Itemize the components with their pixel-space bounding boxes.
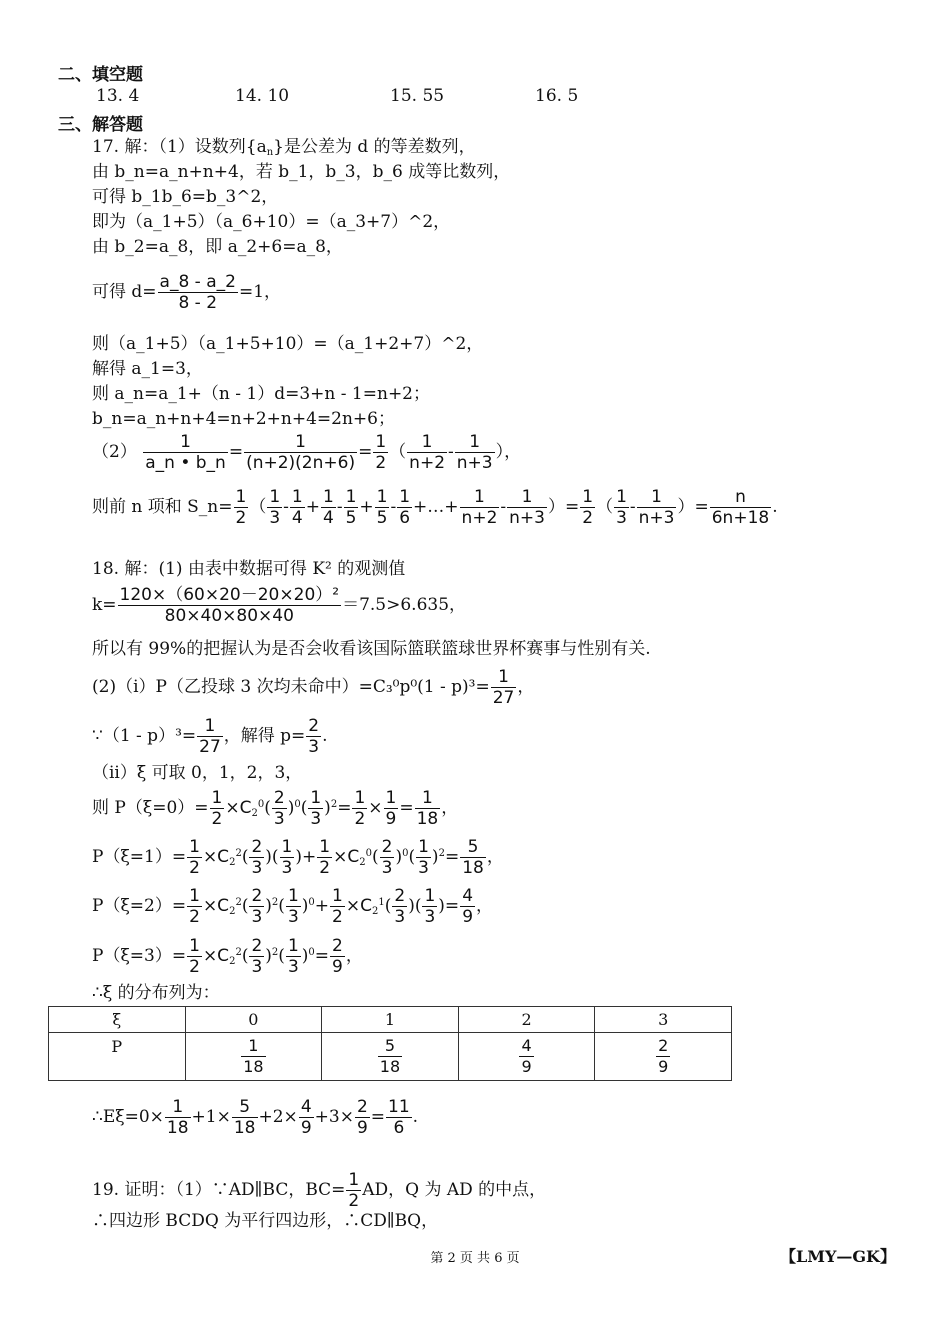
table-row-label: P	[49, 1033, 186, 1081]
q17-line-4: 即为（a_1+5）（a_6+10）=（a_3+7）^2，	[92, 212, 451, 232]
q18-p1: P（ξ=1）= $\frac{1}{2}$ $\times C_2^2$( $\frac{2}{3}$ )( $\frac{1}{3}$ )+ $\frac{1}{2}$ $\times C_2^0$( $\frac{2}{3}$ )$^0$( $\frac{1}{3}$ )$^2$= $\frac{5}{18}$ ，	[92, 837, 504, 878]
table-header-cell: 2	[458, 1007, 595, 1033]
q18-p3: P（ξ=3）= $\frac{1}{2}$ $\times C_2^2$( $\frac{2}{3}$ )$^2$( $\frac{1}{3}$ )$^0$= $\frac{2}{9}$ ，	[92, 936, 363, 977]
q18-p2: P（ξ=2）= $\frac{1}{2}$ $\times C_2^2$( $\frac{2}{3}$ )$^2$( $\frac{1}{3}$ )$^0$+ $\frac{1}{2}$ $\times C_2^1$( $\frac{2}{3}$ )( $\frac{1}{3}$ )= $\frac{4}{9}$ ，	[92, 886, 494, 927]
q17-line-7: 则（a_1+5）（a_1+5+10）=（a_1+2+7）^2，	[92, 334, 484, 354]
q18-expectation: ∴Eξ=0× $\frac{1}{18}$ +1× $\frac{5}{18}$ +2× $\frac{4}{9}$ +3× $\frac{2}{9}$ = $\frac{11}{6}$ .	[92, 1097, 419, 1138]
table-header-cell: ξ	[49, 1007, 186, 1033]
q17-line-5: 由 b_2=a_8，即 a_2+6=a_8，	[92, 237, 343, 257]
table-cell: $\frac{5}{18}$	[322, 1033, 459, 1081]
fraction-d: $\frac{a\_8 - a\_2}{8 - 2}$	[159, 272, 236, 313]
table-cell: $\frac{1}{18}$	[185, 1033, 322, 1081]
answer-14: 14. 10	[235, 86, 290, 106]
q18-line-4: (2)（i）P（乙投球 3 次均未命中）=C₃⁰p⁰(1 - p)³= $\frac{1}{27}$ ，	[92, 667, 535, 708]
section-title-solutions: 三、解答题	[58, 115, 143, 135]
q17-line-6: 可得 d= $\frac{a\_8 - a\_2}{8 - 2}$ =1，	[92, 272, 282, 313]
q18-line-5: ∵（1 - p）³= $\frac{1}{27}$ ，解得 p= $\frac{2}{3}$ .	[92, 716, 328, 757]
q18-line-3: 所以有 99%的把握认为是否会收看该国际篮联篮球世界杯赛事与性别有关.	[92, 639, 651, 659]
q17-line-8: 解得 a_1=3，	[92, 359, 203, 379]
q18-p0: 则 P（ξ=0）= $\frac{1}{2}$ $\times C_2^0$( $\frac{2}{3}$ )$^0$( $\frac{1}{3}$ )$^2$= $\frac{1}{2}$ × $\frac{1}{9}$ = $\frac{1}{18}$ ，	[92, 788, 459, 829]
table-cell: $\frac{4}{9}$	[458, 1033, 595, 1081]
q17-line-9: 则 a_n=a_1+（n - 1）d=3+n - 1=n+2；	[92, 384, 430, 404]
table-header-cell: 1	[322, 1007, 459, 1033]
page-number: 第 2 页 共 6 页	[430, 1251, 520, 1266]
q17-line-3: 可得 b_1b_6=b_3^2，	[92, 187, 279, 207]
q19-line-1: 19. 证明：（1）∵AD∥BC，BC= $\frac{1}{2}$ AD，Q 为 AD 的中点，	[92, 1170, 547, 1211]
table-row	[49, 1033, 732, 1081]
q18-line-2: k= $\frac{\text{120×（60×20－20×20）²}}{80\times 40\times 80\times 40}$ ＝7.5>6.635，	[92, 585, 467, 626]
table-header-cell: 0	[185, 1007, 322, 1033]
distribution-table	[48, 1006, 732, 1081]
table-header-cell: 3	[595, 1007, 732, 1033]
table-cell: $\frac{2}{9}$	[595, 1033, 732, 1081]
q17-line-2: 由 b_n=a_n+n+4，若 b_1，b_3，b_6 成等比数列，	[92, 162, 511, 182]
q17-line-10: b_n=a_n+n+4=n+2+n+4=2n+6；	[92, 409, 395, 429]
q19-line-2: ∴四边形 BCDQ 为平行四边形，∴CD∥BQ，	[92, 1211, 439, 1231]
q17-line-11: （2） $\frac{1}{a\_n • b\_n}$ = $\frac{1}{(n+2)(2n+6)}$ = $\frac{1}{2}$ （ $\frac{1}{n+2}$ - $\frac{1}{n+3}$ ），	[92, 432, 522, 473]
answer-15: 15. 55	[390, 86, 445, 106]
q18-line-1: 18. 解：(1) 由表中数据可得 K² 的观测值	[92, 559, 406, 579]
answer-13: 13. 4	[96, 86, 140, 106]
q18-line-6: （ii）ξ 可取 0，1，2，3，	[92, 763, 303, 783]
q17-line-1: 17. 解：（1）设数列$\{a_n\}$是公差为 d 的等差数列，	[92, 137, 476, 158]
q18-dist-title: ∴ξ 的分布列为：	[92, 983, 220, 1003]
q17-line-12: 则前 n 项和 S_n= $\frac{1}{2}$ （ $\frac{1}{3}$ - $\frac{1}{4}$ + $\frac{1}{4}$ - $\frac{1}{5}$ + $\frac{1}{5}$ - $\frac{1}{6}$ +…+ $\frac{1}{n+2}$ - $\frac{1}{n+3}$ ）= $\frac{1}{2}$ （ $\frac{1}{3}$ - $\frac{1}{n+3}$ ）= $\frac{n}{6n+18}$ .	[92, 487, 778, 528]
answer-16: 16. 5	[535, 86, 579, 106]
section-title-fill-in: 二、填空题	[58, 65, 143, 85]
table-row	[49, 1007, 732, 1033]
footer-tag: 【LMY—GK】	[780, 1247, 896, 1266]
